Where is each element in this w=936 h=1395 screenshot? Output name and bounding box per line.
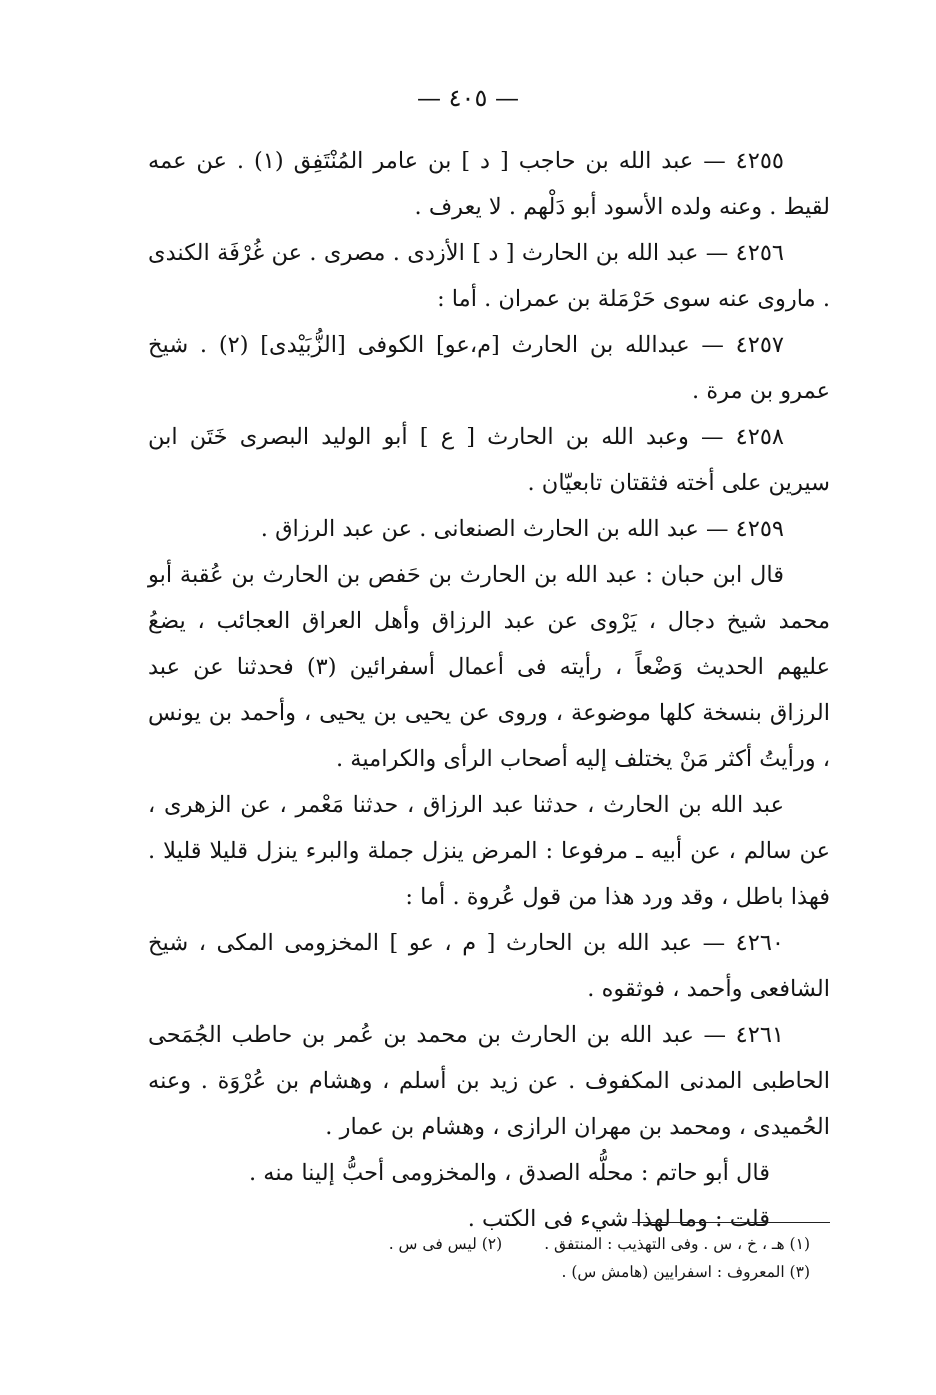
hadith-paragraph: عبد الله بن الحارث ، حدثنا عبد الرزاق ، حدثنا مَعْمر ، عن الزهرى ، عن سالم ، عن أبيه ـ مرفوعا : المرض ينزل جملة والبرء ينزل قليلا قليلا . فهذا باطل ، وقد ورد هذا من قول عُروة . أما : <box>148 792 830 910</box>
page-number: — ٤٠٥ — <box>417 84 519 112</box>
footnote-divider <box>632 1222 830 1223</box>
entry-4261: ٤٢٦١ — عبد الله بن الحارث بن محمد بن عُمر بن حاطب الجُمَحى الحاطبى المدنى المكفوف . عن زيد بن أسلم ، وهشام بن عُرْوَة . وعنه الحُميدى ، ومحمد بن مهران الرازى ، وهشام بن عمار . <box>148 1022 830 1140</box>
entry-4255: ٤٢٥٥ — عبد الله بن حاجب [ د ] بن عامر المُنْتَفِق (١) . عن عمه لقيط . وعنه ولده الأسود أبو دَلْهم . لا يعرف . <box>148 148 830 220</box>
author-comment: قلت : وما لهذا شيء فى الكتب . <box>467 1206 770 1232</box>
footnote-row-2 <box>290 1258 810 1286</box>
footnote-2: (٢) ليس فى س . <box>388 1235 503 1253</box>
footnotes <box>290 1230 810 1286</box>
entry-4257: ٤٢٥٧ — عبدالله بن الحارث [م،عو] الكوفى [الزُّبَيْدى] (٢) . شيخ عمرو بن مرة . <box>148 332 830 404</box>
footnote-row-1 <box>290 1230 810 1258</box>
page-body <box>148 138 830 1242</box>
abu-hatim-quote: قال أبو حاتم : محلُّه الصدق ، والمخزومى أحبُّ إلينا منه . <box>248 1160 770 1186</box>
entry-4256: ٤٢٥٦ — عبد الله بن الحارث [ د ] الأزدى . مصرى . عن غُرْفَة الكندى . ماروى عنه سوى حَرْمَلة بن عمران . أما : <box>148 240 830 312</box>
entry-4259: ٤٢٥٩ — عبد الله بن الحارث الصنعانى . عن عبد الرزاق . <box>260 516 784 542</box>
ibn-hibban-paragraph: قال ابن حبان : عبد الله بن الحارث بن حَفص بن الحارث بن عُقبة أبو محمد شيخ دجال ، يَرْوى عن عبد الرزاق وأهل العراق العجائب ، يضعُ عليهم الحديث وَضْعاً ، رأيته فى أعمال أسفرائين (٣) فحدثنا عن عبد الرزاق بنسخة كلها موضوعة ، وروى عن يحيى بن يحيى ، وأحمد بن يونس ، ورأيتُ أكثر مَنْ يختلف إليه أصحاب الرأى والكرامية . <box>148 562 831 772</box>
entry-4258: ٤٢٥٨ — وعبد الله بن الحارث [ ع ] أبو الوليد البصرى خَتَن ابن سيرين على أخته فثقتان تابعيّان . <box>148 424 830 496</box>
footnote-3: (٣) المعروف : اسفرايين (هامش س) . <box>561 1263 810 1281</box>
entry-4260: ٤٢٦٠ — عبد الله بن الحارث [ م ، عو ] المخزومى المكى ، شيخ الشافعى وأحمد ، فوثقوه . <box>148 930 830 1002</box>
footnote-1: (١) هـ ، خ ، س . وفى التهذيب : المنتفق . <box>544 1235 810 1253</box>
